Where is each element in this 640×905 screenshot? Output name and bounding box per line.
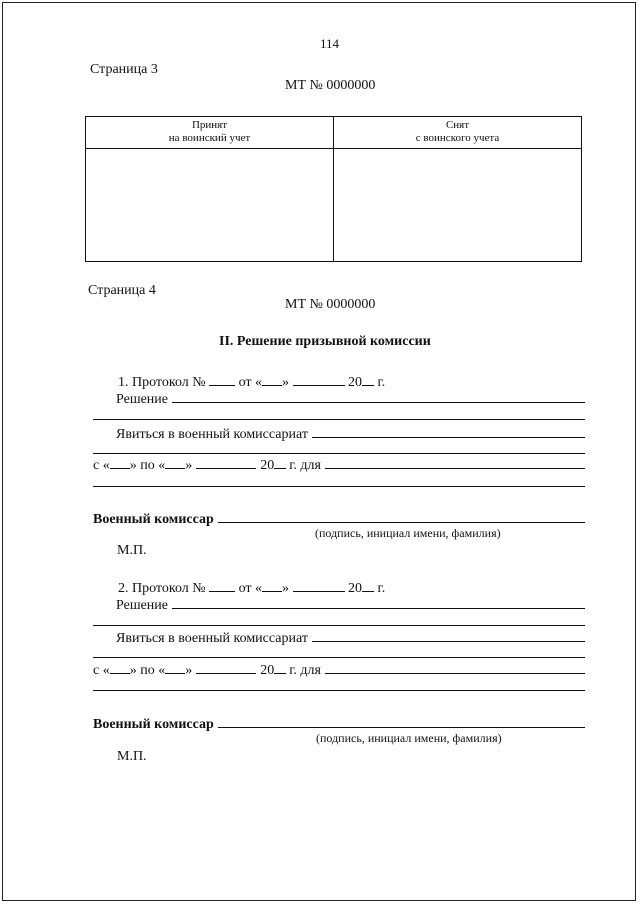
protocol-day-field[interactable]: [262, 373, 282, 386]
decision-continuation-line[interactable]: [93, 625, 585, 626]
protocol-month-field[interactable]: [293, 373, 345, 386]
registration-table: [85, 116, 582, 262]
report-field[interactable]: [312, 629, 585, 642]
period-year-prefix: 20: [260, 458, 275, 473]
decision-continuation-line[interactable]: [93, 419, 585, 420]
protocol-prefix: 2. Протокол №: [118, 581, 206, 596]
signature-hint: (подпись, инициал имени, фамилия): [316, 731, 502, 745]
commissar-signature-field[interactable]: [218, 510, 585, 523]
report-label: Явиться в военный комиссариат: [116, 631, 308, 646]
decision-label: Решение: [116, 598, 169, 613]
protocol-prefix: 1. Протокол №: [118, 375, 206, 390]
decision-row-2: [116, 596, 585, 614]
period-to-day[interactable]: [165, 661, 185, 674]
page4-doc-number: МТ № 0000000: [285, 297, 376, 312]
deregistered-cell[interactable]: [334, 149, 582, 262]
period-from: с «: [93, 458, 110, 473]
period-month-field[interactable]: [196, 456, 256, 469]
period-year-field[interactable]: [274, 456, 286, 469]
protocol-year-suffix: г.: [377, 581, 386, 596]
registered-header: [86, 117, 334, 149]
period-continuation-line[interactable]: [93, 486, 585, 487]
period-from: с «: [93, 663, 110, 678]
report-field[interactable]: [312, 425, 585, 438]
period-month-field[interactable]: [196, 661, 256, 674]
protocol-quote: »: [282, 375, 290, 390]
commissar-signature-field[interactable]: [218, 715, 585, 728]
period-purpose-label: г. для: [289, 663, 321, 678]
stamp-label: М.П.: [117, 543, 147, 558]
protocol-month-field[interactable]: [293, 579, 345, 592]
protocol-year-field[interactable]: [362, 373, 374, 386]
page3-label: Страница 3: [90, 62, 158, 77]
registered-cell[interactable]: [86, 149, 334, 262]
protocol-from: от «: [238, 375, 263, 390]
protocol-number-field[interactable]: [209, 373, 235, 386]
report-label: Явиться в военный комиссариат: [116, 427, 308, 442]
report-continuation-line[interactable]: [93, 453, 585, 454]
report-continuation-line[interactable]: [93, 657, 585, 658]
period-close: »: [185, 663, 193, 678]
protocol-quote: »: [282, 581, 290, 596]
period-continuation-line[interactable]: [93, 690, 585, 691]
protocol-number-field[interactable]: [209, 579, 235, 592]
signature-hint: (подпись, инициал имени, фамилия): [315, 526, 501, 540]
page3-doc-number: МТ № 0000000: [285, 78, 376, 93]
deregistered-subtitle: с воинского учета: [415, 132, 500, 144]
period-from-day[interactable]: [110, 456, 130, 469]
report-row-1: [116, 425, 585, 443]
commissar-label: Военный комиссар: [93, 512, 214, 527]
period-purpose-label: г. для: [289, 458, 321, 473]
deregistered-header: [334, 117, 582, 149]
registered-subtitle: на воинский учет: [168, 132, 251, 144]
decision-row-1: [116, 390, 585, 408]
period-to-day[interactable]: [165, 456, 185, 469]
period-row-1: [93, 456, 585, 474]
protocol-day-field[interactable]: [262, 579, 282, 592]
period-purpose-field[interactable]: [325, 661, 585, 674]
protocol-from: от «: [238, 581, 263, 596]
section-title: II. Решение призывной комиссии: [219, 334, 431, 349]
stamp-label: М.П.: [117, 749, 147, 764]
page4-label: Страница 4: [88, 283, 156, 298]
period-to: » по «: [129, 458, 166, 473]
period-year-prefix: 20: [260, 663, 275, 678]
period-close: »: [185, 458, 193, 473]
period-from-day[interactable]: [110, 661, 130, 674]
period-year-field[interactable]: [274, 661, 286, 674]
registered-title: Принят: [191, 119, 228, 131]
protocol-year-field[interactable]: [362, 579, 374, 592]
period-row-2: [93, 661, 585, 679]
protocol-year-prefix: 20: [348, 375, 363, 390]
period-purpose-field[interactable]: [325, 456, 585, 469]
decision-field[interactable]: [172, 390, 585, 403]
protocol-line-1: [118, 373, 385, 391]
page-number: 114: [320, 36, 340, 51]
decision-label: Решение: [116, 392, 169, 407]
report-row-2: [116, 629, 585, 647]
protocol-year-prefix: 20: [348, 581, 363, 596]
commissar-label: Военный комиссар: [93, 717, 214, 732]
period-to: » по «: [129, 663, 166, 678]
protocol-year-suffix: г.: [377, 375, 386, 390]
deregistered-title: Снят: [445, 119, 470, 131]
protocol-line-2: [118, 579, 385, 597]
decision-field[interactable]: [172, 596, 585, 609]
